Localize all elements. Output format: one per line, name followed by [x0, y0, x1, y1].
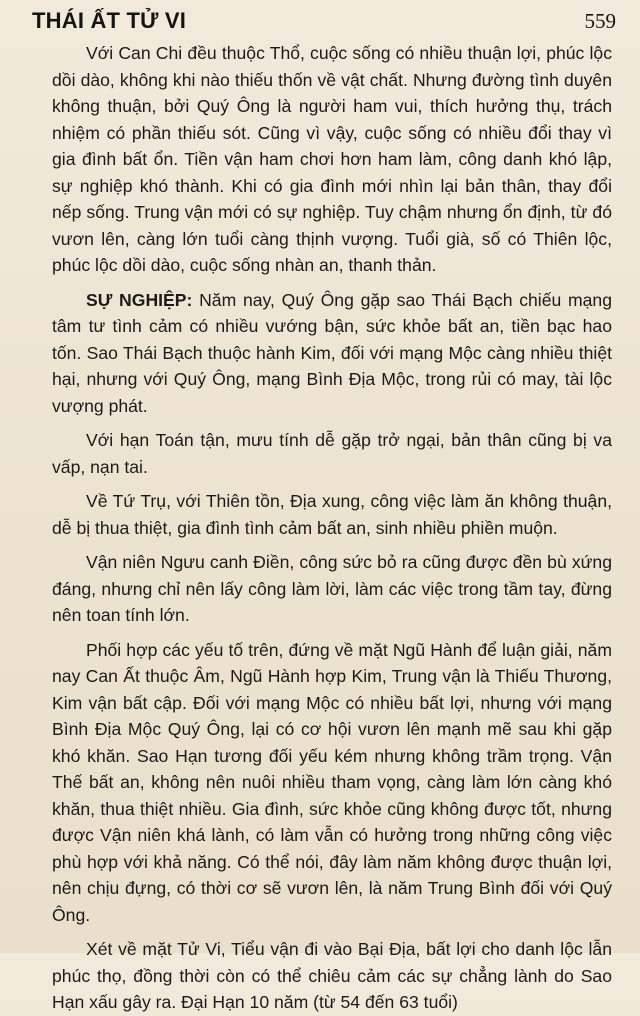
- paragraph-text: Phối hợp các yếu tố trên, đứng về mặt Ngũ Hành để luận giải, năm nay Can Ất thuộc Âm, Ngũ Hành hợp Kim, Trung vận là Thiếu Thương, Kim vận bất cập. Đối với mạng Mộc có nhiều bất lợi, nhưng với mạng Bình Địa Mộc Quý Ông, lại có cơ hội vươn lên mạnh mẽ sau khi gặp khó khăn. Sao Hạn tương đối yếu kém nhưng không trầm trọng. Vận Thế bất an, không nên nuôi nhiều tham vọng, càng làm lớn càng khó khăn, thua thiệt nhiều. Gia đình, sức khỏe cũng không được tốt, nhưng được Vận niên khá lành, có làm vẫn có hưởng trong những công việc phù hợp với khả năng. Có thể nói, đây làm năm không được thuận lợi, nên chịu đựng, có thời cơ sẽ vươn lên, là năm Trung Bình đối với Quý Ông.: [52, 639, 612, 925]
- paragraph: [52, 936, 612, 1016]
- paragraph-text: Vận niên Ngưu canh Điền, công sức bỏ ra cũng được đền bù xứng đáng, nhưng chỉ nên lấy công làm lời, làm các việc trong tầm tay, đừng nên toan tính lớn.: [52, 552, 612, 625]
- paragraph-text: Năm nay, Quý Ông gặp sao Thái Bạch chiếu mạng tâm tư tình cảm có nhiều vướng bận, sức khỏe bất an, tiền bạc hao tốn. Sao Thái Bạch thuộc hành Kim, đối với mạng Mộc càng nhiều thiệt hại, nhưng với Quý Ông, mạng Bình Địa Mộc, trong rủi có may, tài lộc vượng phát.: [52, 289, 612, 416]
- paragraph: [52, 40, 612, 279]
- paragraph: [52, 488, 612, 541]
- section-heading: SỰ NGHIỆP:: [86, 289, 193, 310]
- paragraph-text: Xét về mặt Tử Vi, Tiểu vận đi vào Bại Địa, bất lợi cho danh lộc lẫn phúc thọ, đồng thời còn có thể chiêu cảm các sự chẳng lành do Sao Hạn xấu gây ra. Đại Hạn 10 năm (từ 54 đến 63 tuổi): [52, 939, 612, 1012]
- paragraph-text: Về Tứ Trụ, với Thiên tồn, Địa xung, công việc làm ăn không thuận, dễ bị thua thiệt, gia đình tình cảm bất an, sinh nhiều phiền muộn.: [52, 491, 612, 538]
- paragraph: [52, 549, 612, 629]
- book-title: THÁI ẤT TỬ VI: [32, 8, 187, 33]
- paragraph: [52, 427, 612, 480]
- paragraph-text: Với hạn Toán tận, mưu tính dễ gặp trở ngại, bản thân cũng bị va vấp, nạn tai.: [52, 430, 612, 477]
- paragraph-text: Với Can Chi đều thuộc Thổ, cuộc sống có nhiều thuận lợi, phúc lộc dồi dào, không khi nào thiếu thốn về vật chất. Nhưng đường tình duyên không thuận, bởi Quý Ông là người ham vui, thích hưởng thụ, trách nhiệm có phần thiếu sót. Cũng vì vậy, cuộc sống có nhiều đổi thay vì gia đình bất ổn. Tiền vận ham chơi hơn ham làm, công danh khó lập, sự nghiệp khó thành. Khi có gia đình mới nhìn lại bản thân, thay đổi nếp sống. Trung vận mới có sự nghiệp. Tuy chậm nhưng ổn định, từ đó vươn lên, càng lớn tuổi càng thịnh vượng. Tuổi già, số có Thiên lộc, phúc lộc dồi dào, cuộc sống nhàn an, thanh thản.: [52, 43, 612, 275]
- paragraph-su-nghiep: [52, 287, 612, 420]
- running-header: [32, 4, 616, 34]
- body-text: [52, 40, 612, 1016]
- page-number: 559: [584, 9, 616, 33]
- paragraph: [52, 637, 612, 929]
